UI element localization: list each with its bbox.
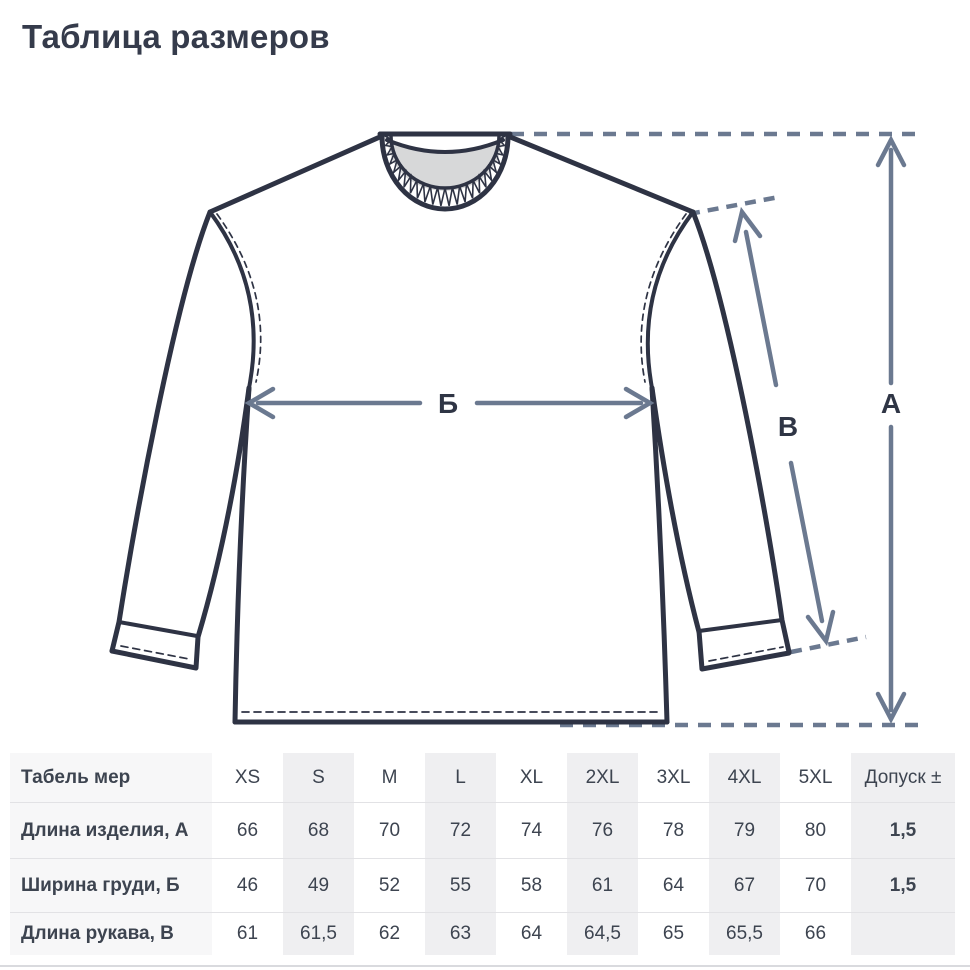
table-cell: 58	[496, 858, 567, 912]
column-header-2xl: 2XL	[567, 753, 638, 802]
left-armhole-seam	[210, 212, 254, 388]
table-cell: 65,5	[709, 912, 780, 955]
table-cell: 66	[780, 912, 851, 955]
table-cell: 55	[425, 858, 496, 912]
section-divider	[0, 965, 970, 967]
table-cell: 78	[638, 802, 709, 858]
table-cell: 64	[496, 912, 567, 955]
table-cell: 67	[709, 858, 780, 912]
table-cell: 46	[212, 858, 283, 912]
column-header-3xl: 3XL	[638, 753, 709, 802]
length-arrow	[878, 140, 904, 719]
table-cell: 72	[425, 802, 496, 858]
right-armhole-seam	[648, 212, 693, 388]
tolerance-cell: 1,5	[851, 858, 955, 912]
measurement-guides	[511, 134, 922, 725]
row-label-length: Длина изделия, А	[10, 802, 212, 858]
row-label-chest: Ширина груди, Б	[10, 858, 212, 912]
table-cell: 61	[212, 912, 283, 955]
table-cell: 74	[496, 802, 567, 858]
right-shoulder-line	[508, 136, 693, 212]
table-cell: 70	[354, 802, 425, 858]
table-cell: 64,5	[567, 912, 638, 955]
sleeve-label: В	[777, 411, 799, 442]
left-cuff-seam	[119, 622, 197, 636]
table-cell: 52	[354, 858, 425, 912]
column-header-xs: XS	[212, 753, 283, 802]
table-cell: 63	[425, 912, 496, 955]
left-sleeve-outer-edge	[112, 212, 210, 651]
table-corner-header: Табель мер	[10, 753, 212, 802]
right-sleeve-outer-edge	[693, 212, 789, 652]
table-cell: 68	[283, 802, 354, 858]
column-header-tolerance: Допуск ±	[851, 753, 955, 802]
left-cuff-bottom	[112, 637, 198, 668]
table-cell: 61,5	[283, 912, 354, 955]
table-cell: 80	[780, 802, 851, 858]
length-label: А	[880, 388, 902, 419]
table-cell: 66	[212, 802, 283, 858]
chest-label: Б	[437, 388, 459, 419]
tolerance-cell	[851, 912, 955, 955]
column-header-s: S	[283, 753, 354, 802]
left-shoulder-line	[210, 136, 382, 212]
size-table	[10, 753, 955, 955]
column-header-m: M	[354, 753, 425, 802]
column-header-l: L	[425, 753, 496, 802]
table-cell: 65	[638, 912, 709, 955]
table-cell: 61	[567, 858, 638, 912]
column-header-5xl: 5XL	[780, 753, 851, 802]
measurement-arrows	[249, 140, 904, 719]
column-header-xl: XL	[496, 753, 567, 802]
column-header-4xl: 4XL	[709, 753, 780, 802]
table-cell: 79	[709, 802, 780, 858]
table-cell: 49	[283, 858, 354, 912]
table-cell: 76	[567, 802, 638, 858]
garment-measurement-diagram	[0, 100, 970, 745]
page-title: Таблица размеров	[22, 18, 330, 55]
table-cell: 70	[780, 858, 851, 912]
guide-shoulder-dashed-line	[689, 197, 779, 214]
shirt-drawing	[112, 134, 789, 722]
table-cell: 62	[354, 912, 425, 955]
tolerance-cell: 1,5	[851, 802, 955, 858]
row-label-sleeve: Длина рукава, В	[10, 912, 212, 955]
right-cuff-bottom	[699, 631, 789, 669]
right-cuff-seam	[699, 620, 782, 631]
table-cell: 64	[638, 858, 709, 912]
